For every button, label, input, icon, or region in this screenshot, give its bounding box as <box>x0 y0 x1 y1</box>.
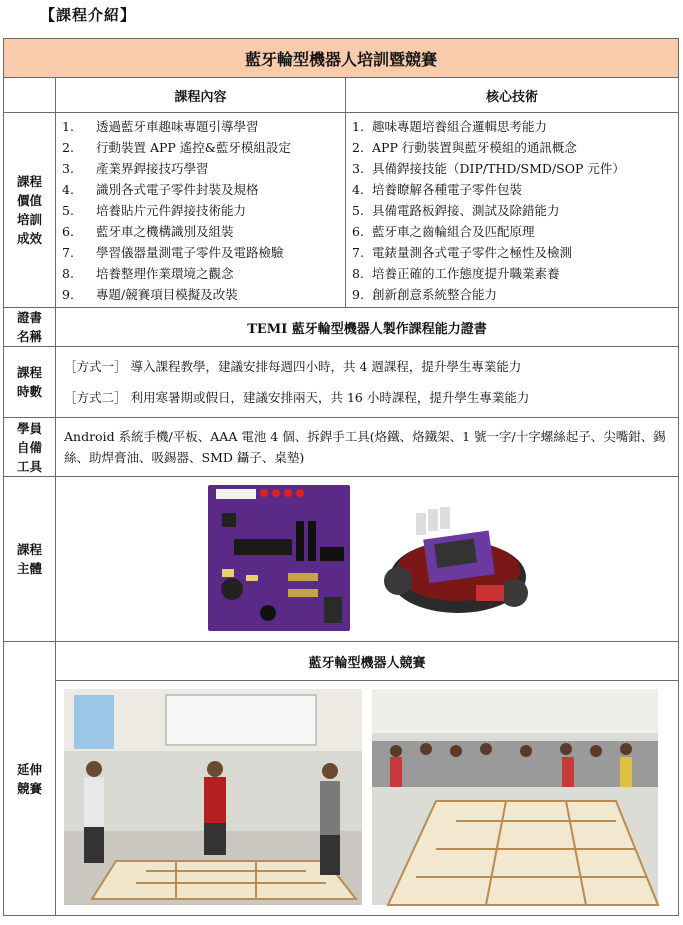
content-item-number: 8. <box>62 266 74 281</box>
content-item-text: 專題/競賽項目模擬及改裝 <box>96 287 238 302</box>
content-item <box>62 284 341 305</box>
competition-photo-classroom <box>64 689 362 905</box>
label-body: 課程 主體 <box>4 477 56 642</box>
content-item <box>62 137 341 158</box>
pcb-board-image <box>206 483 352 633</box>
content-item-text: 培養貼片元件銲接技術能力 <box>96 203 247 218</box>
content-list <box>56 113 346 308</box>
core-item <box>352 263 674 284</box>
content-item-number: 1. <box>62 119 74 134</box>
competition-photos <box>56 681 679 916</box>
content-item-text: 培養整理作業環境之觀念 <box>96 266 234 281</box>
core-item-number: 1. <box>352 119 364 134</box>
core-item <box>352 284 674 305</box>
core-item-number: 2. <box>352 140 364 155</box>
content-item-text: 行動裝置 APP 遙控&藍牙模組設定 <box>96 140 291 155</box>
core-item-text: 藍牙車之齒輪組合及匹配原理 <box>372 224 535 239</box>
blank-corner <box>4 78 56 113</box>
core-item <box>352 137 674 158</box>
hours-methods <box>56 347 679 418</box>
column-header-content: 課程內容 <box>56 78 346 113</box>
core-item-number: 6. <box>352 224 364 239</box>
content-item-text: 藍牙車之機構識別及組裝 <box>96 224 234 239</box>
core-item-number: 9. <box>352 287 364 302</box>
section-heading: 【課程介紹】 <box>40 6 137 24</box>
label-tools: 學員 自備 工具 <box>4 418 56 477</box>
competition-title: 藍牙輪型機器人競賽 <box>56 642 679 681</box>
label-cert: 證書 名稱 <box>4 308 56 347</box>
label-extend: 延伸 競賽 <box>4 642 56 916</box>
content-item-number: 2. <box>62 140 74 155</box>
content-item <box>62 263 341 284</box>
competition-photo-pair <box>56 681 678 915</box>
method-two: ［方式二］ 利用寒暑期或假日，建議安排兩天，共 16 小時課程，提升學生專業能力 <box>64 390 530 405</box>
core-item-number: 5. <box>352 203 364 218</box>
label-value: 課程 價值 培訓 成效 <box>4 113 56 308</box>
label-hours: 課程 時數 <box>4 347 56 418</box>
content-item-number: 7. <box>62 245 74 260</box>
competition-photo-hall <box>372 689 658 905</box>
core-item <box>352 116 674 137</box>
content-item-number: 5. <box>62 203 74 218</box>
core-item-text: 培養瞭解各種電子零件包裝 <box>372 182 523 197</box>
content-item-text: 學習儀器量測電子零件及電路檢驗 <box>96 245 284 260</box>
content-item-text: 產業界銲接技巧學習 <box>96 161 209 176</box>
core-item <box>352 179 674 200</box>
core-item-number: 8. <box>352 266 364 281</box>
content-item <box>62 179 341 200</box>
core-item <box>352 242 674 263</box>
core-item <box>352 221 674 242</box>
robot-illustrations <box>56 477 678 641</box>
core-list <box>346 113 679 308</box>
content-item-number: 6. <box>62 224 74 239</box>
course-body-images <box>56 477 679 642</box>
column-header-core: 核心技術 <box>346 78 679 113</box>
core-item-text: 具備銲接技能（DIP/THD/SMD/SOP 元件） <box>372 161 625 176</box>
tools-text: Android 系統手機/平板、AAA 電池 4 個、拆銲手工具(烙鐵、烙鐵架、1 號一字/十字螺絲起子、尖嘴鉗、錫絲、助焊膏油、吸錫器、SMD 鑷子、桌墊) <box>56 418 679 477</box>
content-item-number: 9. <box>62 287 74 302</box>
core-item-text: 電錶量測各式電子零件之極性及檢測 <box>372 245 573 260</box>
core-item <box>352 158 674 179</box>
content-item-number: 3. <box>62 161 74 176</box>
core-item-number: 3. <box>352 161 364 176</box>
course-title: 藍牙輪型機器人培訓暨競賽 <box>4 39 679 78</box>
content-item <box>62 242 341 263</box>
core-item-text: APP 行動裝置與藍牙模組的通訊概念 <box>372 140 577 155</box>
core-item-number: 4. <box>352 182 364 197</box>
content-item-text: 透過藍牙車趣味專題引導學習 <box>96 119 259 134</box>
core-item-text: 培養正確的工作態度提升職業素養 <box>372 266 560 281</box>
core-item-number: 7. <box>352 245 364 260</box>
core-item-text: 創新創意系統整合能力 <box>372 287 498 302</box>
content-item <box>62 221 341 242</box>
core-item-text: 趣味專題培養組合邏輯思考能力 <box>372 119 548 134</box>
content-item-number: 4. <box>62 182 74 197</box>
robot-car-image <box>382 483 532 633</box>
method-one: ［方式一］ 導入課程教學，建議安排每週四小時，共 4 週課程，提升學生專業能力 <box>64 359 522 374</box>
core-item-text: 具備電路板銲接、測試及除錯能力 <box>372 203 560 218</box>
core-item <box>352 200 674 221</box>
content-item <box>62 116 341 137</box>
content-item <box>62 200 341 221</box>
course-table <box>3 38 679 916</box>
content-item-text: 識別各式電子零件封裝及規格 <box>96 182 259 197</box>
content-item <box>62 158 341 179</box>
certificate-name: TEMI 藍牙輪型機器人製作課程能力證書 <box>56 308 679 347</box>
